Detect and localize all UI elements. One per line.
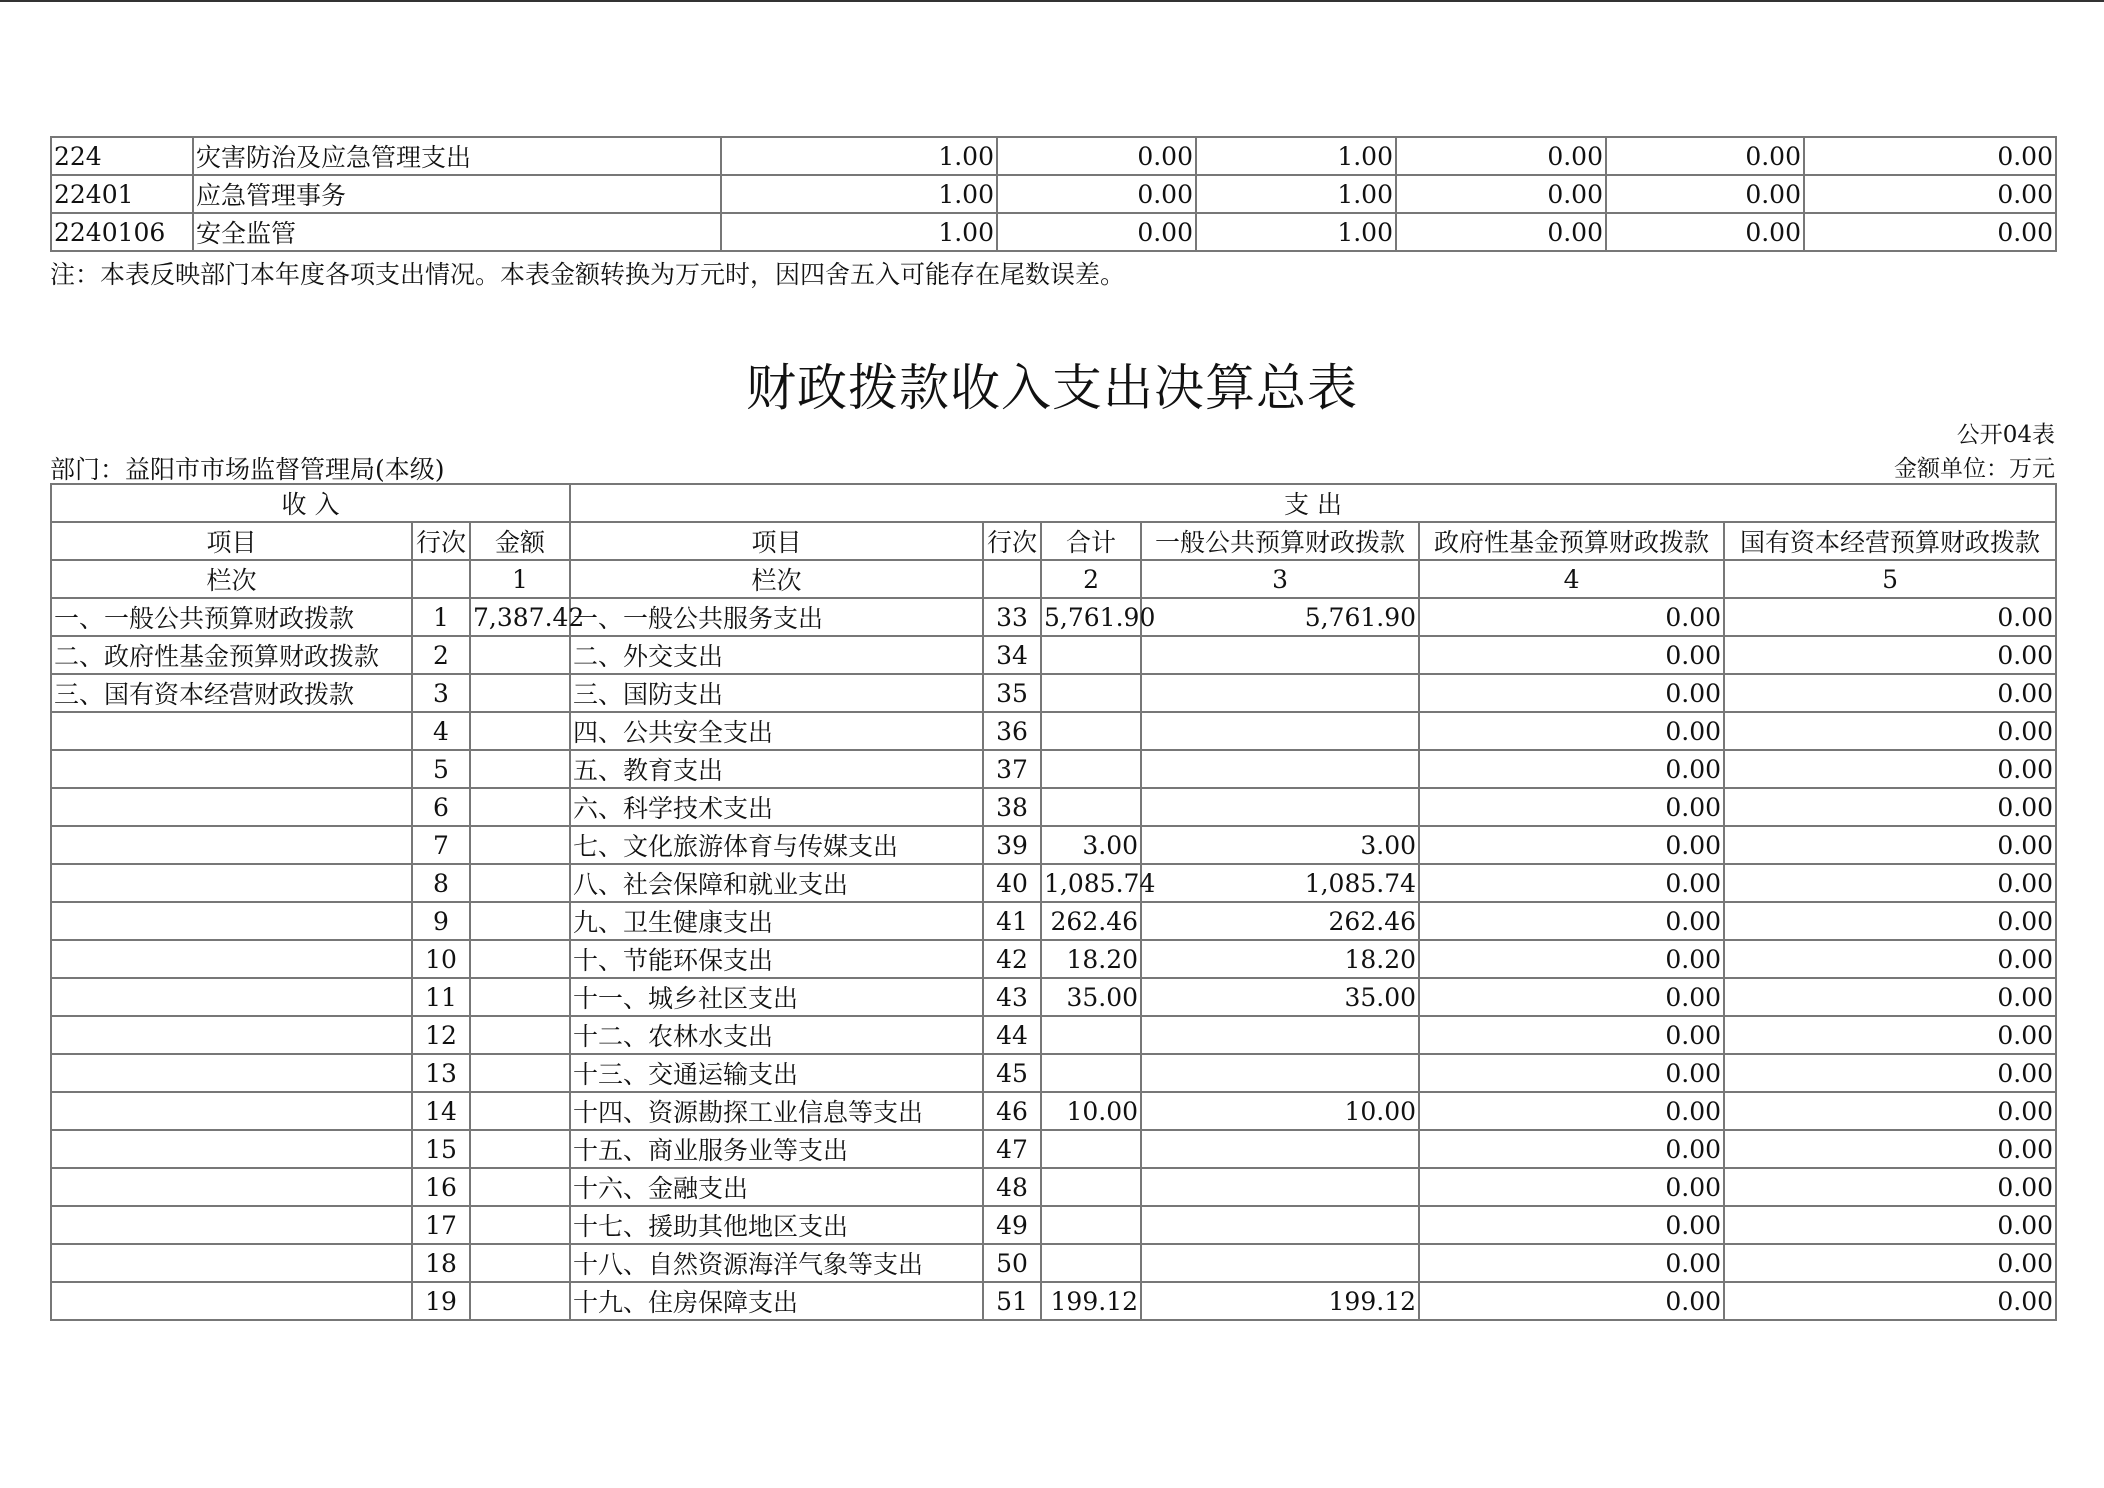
income-row-no: 12 [412,1016,470,1054]
table-row [51,1016,2056,1054]
income-row-no: 16 [412,1168,470,1206]
table-row [51,1168,2056,1206]
amount-cell: 0.00 [1804,175,2056,213]
expense-row-no: 41 [983,902,1041,940]
expense-item: 十五、商业服务业等支出 [570,1130,983,1168]
form-code: 公开04表 [1956,422,2055,448]
income-item [51,1016,412,1054]
income-item [51,1054,412,1092]
state-capital-amount: 0.00 [1724,978,2056,1016]
table-row [51,712,2056,750]
expense-item: 十、节能环保支出 [570,940,983,978]
col-number-5: 5 [1724,560,2056,598]
general-budget-amount: 5,761.90 [1141,598,1419,636]
fiscal-summary-table [50,483,2057,1321]
top-border-line [0,0,2104,2]
subject-name: 安全监管 [193,213,721,251]
table-row [51,213,2056,251]
expense-item: 四、公共安全支出 [570,712,983,750]
expense-row-no: 48 [983,1168,1041,1206]
expense-row-no: 45 [983,1054,1041,1092]
income-item [51,826,412,864]
income-item: 三、国有资本经营财政拨款 [51,674,412,712]
gov-fund-amount: 0.00 [1419,598,1724,636]
income-amount [470,864,570,902]
gov-fund-amount: 0.00 [1419,1016,1724,1054]
expense-row-no: 51 [983,1282,1041,1320]
expense-item: 一、一般公共服务支出 [570,598,983,636]
gov-fund-amount: 0.00 [1419,1206,1724,1244]
page-title: 财政拨款收入支出决算总表 [746,359,1358,417]
header-row-group [51,484,2056,522]
expense-col-blank [983,560,1041,598]
total-amount [1041,1244,1141,1282]
general-budget-amount: 1,085.74 [1141,864,1419,902]
general-budget-amount: 199.12 [1141,1282,1419,1320]
income-row-no: 17 [412,1206,470,1244]
expense-row-no: 46 [983,1092,1041,1130]
income-item [51,712,412,750]
expense-row-no: 37 [983,750,1041,788]
state-capital-amount: 0.00 [1724,1054,2056,1092]
income-amount [470,712,570,750]
amount-cell: 0.00 [1804,137,2056,175]
gov-fund-amount: 0.00 [1419,826,1724,864]
total-amount [1041,1206,1141,1244]
income-row-no: 10 [412,940,470,978]
expense-row-no: 38 [983,788,1041,826]
general-budget-amount: 18.20 [1141,940,1419,978]
general-budget-amount: 3.00 [1141,826,1419,864]
income-item [51,750,412,788]
table-row [51,750,2056,788]
previous-expense-table [50,136,2057,252]
table-row [51,1282,2056,1320]
expense-row-no: 40 [983,864,1041,902]
income-amount-header: 金额 [470,522,570,560]
total-amount: 5,761.90 [1041,598,1141,636]
general-budget-amount [1141,1244,1419,1282]
general-budget-amount [1141,1016,1419,1054]
table-row [51,674,2056,712]
expense-item: 八、社会保障和就业支出 [570,864,983,902]
amount-cell: 0.00 [997,213,1196,251]
total-amount: 3.00 [1041,826,1141,864]
gov-fund-amount: 0.00 [1419,674,1724,712]
table-row [51,902,2056,940]
table-row [51,137,2056,175]
gov-fund-amount: 0.00 [1419,1168,1724,1206]
table-row [51,1092,2056,1130]
expense-item: 十七、援助其他地区支出 [570,1206,983,1244]
col-number-2: 2 [1041,560,1141,598]
expense-item: 十九、住房保障支出 [570,1282,983,1320]
general-budget-amount: 262.46 [1141,902,1419,940]
state-capital-amount: 0.00 [1724,1168,2056,1206]
amount-cell: 1.00 [721,213,997,251]
income-item: 二、政府性基金预算财政拨款 [51,636,412,674]
gov-fund-amount: 0.00 [1419,864,1724,902]
table-row [51,978,2056,1016]
income-row-no: 4 [412,712,470,750]
general-budget-amount [1141,1168,1419,1206]
income-amount [470,674,570,712]
subject-code: 22401 [51,175,193,213]
header-row-columns [51,522,2056,560]
state-capital-amount: 0.00 [1724,826,2056,864]
income-amount [470,1054,570,1092]
table-row [51,1054,2056,1092]
col-number-4: 4 [1419,560,1724,598]
income-row-no: 13 [412,1054,470,1092]
col-number-3: 3 [1141,560,1419,598]
state-capital-amount: 0.00 [1724,1206,2056,1244]
gov-fund-header: 政府性基金预算财政拨款 [1419,522,1724,560]
income-amount [470,1244,570,1282]
gov-fund-amount: 0.00 [1419,902,1724,940]
expense-row-no: 39 [983,826,1041,864]
expense-item: 十三、交通运输支出 [570,1054,983,1092]
expense-item: 三、国防支出 [570,674,983,712]
expense-item: 二、外交支出 [570,636,983,674]
expense-item: 十六、金融支出 [570,1168,983,1206]
expense-item: 九、卫生健康支出 [570,902,983,940]
income-col-label: 栏次 [51,560,412,598]
income-amount [470,902,570,940]
state-capital-amount: 0.00 [1724,636,2056,674]
expense-row-no-header: 行次 [983,522,1041,560]
table-row [51,1244,2056,1282]
expense-item-header: 项目 [570,522,983,560]
gov-fund-amount: 0.00 [1419,788,1724,826]
income-item [51,1092,412,1130]
general-budget-amount [1141,1054,1419,1092]
income-item [51,1282,412,1320]
state-capital-amount: 0.00 [1724,712,2056,750]
total-amount [1041,1168,1141,1206]
expense-row-no: 49 [983,1206,1041,1244]
amount-unit-label: 金额单位：万元 [1894,456,2055,482]
state-capital-amount: 0.00 [1724,598,2056,636]
total-amount [1041,636,1141,674]
gov-fund-amount: 0.00 [1419,978,1724,1016]
amount-cell: 0.00 [1606,137,1804,175]
income-item [51,978,412,1016]
general-budget-amount: 10.00 [1141,1092,1419,1130]
expense-header: 支 出 [570,484,2056,522]
expense-item: 七、文化旅游体育与传媒支出 [570,826,983,864]
state-capital-amount: 0.00 [1724,1244,2056,1282]
state-capital-amount: 0.00 [1724,788,2056,826]
general-budget-amount [1141,750,1419,788]
state-capital-amount: 0.00 [1724,902,2056,940]
expense-row-no: 35 [983,674,1041,712]
income-item [51,788,412,826]
total-amount [1041,1054,1141,1092]
gov-fund-amount: 0.00 [1419,712,1724,750]
table-row [51,940,2056,978]
general-budget-header: 一般公共预算财政拨款 [1141,522,1419,560]
income-row-no: 8 [412,864,470,902]
total-header: 合计 [1041,522,1141,560]
subject-name: 灾害防治及应急管理支出 [193,137,721,175]
amount-cell: 0.00 [1396,213,1606,251]
state-capital-amount: 0.00 [1724,1092,2056,1130]
general-budget-amount [1141,712,1419,750]
expense-item: 十四、资源勘探工业信息等支出 [570,1092,983,1130]
table-row [51,788,2056,826]
subject-code: 224 [51,137,193,175]
income-item [51,864,412,902]
expense-row-no: 36 [983,712,1041,750]
expense-item: 十二、农林水支出 [570,1016,983,1054]
col-number-1: 1 [470,560,570,598]
expense-item: 六、科学技术支出 [570,788,983,826]
expense-row-no: 33 [983,598,1041,636]
table-row [51,826,2056,864]
income-row-no: 19 [412,1282,470,1320]
income-row-no: 1 [412,598,470,636]
state-capital-amount: 0.00 [1724,750,2056,788]
total-amount: 199.12 [1041,1282,1141,1320]
total-amount [1041,1130,1141,1168]
gov-fund-amount: 0.00 [1419,750,1724,788]
amount-cell: 0.00 [1396,137,1606,175]
gov-fund-amount: 0.00 [1419,940,1724,978]
income-row-no: 7 [412,826,470,864]
income-item: 一、一般公共预算财政拨款 [51,598,412,636]
total-amount: 10.00 [1041,1092,1141,1130]
expense-item: 十一、城乡社区支出 [570,978,983,1016]
expense-item: 五、教育支出 [570,750,983,788]
total-amount [1041,1016,1141,1054]
amount-cell: 1.00 [1196,175,1396,213]
gov-fund-amount: 0.00 [1419,636,1724,674]
total-amount [1041,712,1141,750]
table-row [51,636,2056,674]
income-item [51,940,412,978]
general-budget-amount [1141,674,1419,712]
subject-code: 2240106 [51,213,193,251]
amount-cell: 1.00 [1196,137,1396,175]
income-amount [470,1016,570,1054]
state-capital-amount: 0.00 [1724,1282,2056,1320]
income-item [51,1130,412,1168]
table-row [51,175,2056,213]
general-budget-amount [1141,1130,1419,1168]
amount-cell: 0.00 [1804,213,2056,251]
income-amount [470,1206,570,1244]
income-item [51,1206,412,1244]
income-item-header: 项目 [51,522,412,560]
income-row-no: 3 [412,674,470,712]
income-amount: 7,387.42 [470,598,570,636]
table-row [51,1206,2056,1244]
state-capital-amount: 0.00 [1724,1016,2056,1054]
income-amount [470,788,570,826]
general-budget-amount [1141,636,1419,674]
income-amount [470,826,570,864]
department-label: 部门：益阳市市场监督管理局(本级) [50,455,445,484]
income-amount [470,1130,570,1168]
state-capital-amount: 0.00 [1724,674,2056,712]
income-row-no: 18 [412,1244,470,1282]
income-amount [470,750,570,788]
total-amount: 35.00 [1041,978,1141,1016]
state-capital-header: 国有资本经营预算财政拨款 [1724,522,2056,560]
gov-fund-amount: 0.00 [1419,1054,1724,1092]
total-amount [1041,788,1141,826]
income-row-no: 6 [412,788,470,826]
expense-col-label: 栏次 [570,560,983,598]
income-row-no-header: 行次 [412,522,470,560]
header-row-column-numbers [51,560,2056,598]
general-budget-amount [1141,788,1419,826]
amount-cell: 0.00 [997,175,1196,213]
income-amount [470,636,570,674]
expense-row-no: 47 [983,1130,1041,1168]
table-note: 注：本表反映部门本年度各项支出情况。本表金额转换为万元时，因四舍五入可能存在尾数误差。 [50,260,1126,289]
total-amount: 1,085.74 [1041,864,1141,902]
expense-row-no: 43 [983,978,1041,1016]
income-amount [470,940,570,978]
amount-cell: 0.00 [1606,175,1804,213]
general-budget-amount [1141,1206,1419,1244]
gov-fund-amount: 0.00 [1419,1092,1724,1130]
income-amount [470,1282,570,1320]
income-amount [470,978,570,1016]
income-header: 收 入 [51,484,570,522]
expense-row-no: 34 [983,636,1041,674]
gov-fund-amount: 0.00 [1419,1244,1724,1282]
income-row-no: 9 [412,902,470,940]
income-amount [470,1092,570,1130]
total-amount [1041,674,1141,712]
expense-item: 十八、自然资源海洋气象等支出 [570,1244,983,1282]
income-row-no: 5 [412,750,470,788]
income-row-no: 2 [412,636,470,674]
income-row-no: 15 [412,1130,470,1168]
expense-row-no: 44 [983,1016,1041,1054]
total-amount: 18.20 [1041,940,1141,978]
income-row-no: 14 [412,1092,470,1130]
general-budget-amount: 35.00 [1141,978,1419,1016]
total-amount: 262.46 [1041,902,1141,940]
state-capital-amount: 0.00 [1724,864,2056,902]
amount-cell: 0.00 [1606,213,1804,251]
gov-fund-amount: 0.00 [1419,1130,1724,1168]
table-row [51,1130,2056,1168]
subject-name: 应急管理事务 [193,175,721,213]
total-amount [1041,750,1141,788]
gov-fund-amount: 0.00 [1419,1282,1724,1320]
amount-cell: 1.00 [721,137,997,175]
income-item [51,1244,412,1282]
expense-row-no: 42 [983,940,1041,978]
income-item [51,902,412,940]
state-capital-amount: 0.00 [1724,940,2056,978]
amount-cell: 1.00 [1196,213,1396,251]
state-capital-amount: 0.00 [1724,1130,2056,1168]
income-row-no: 11 [412,978,470,1016]
expense-row-no: 50 [983,1244,1041,1282]
amount-cell: 1.00 [721,175,997,213]
amount-cell: 0.00 [997,137,1196,175]
income-col-blank [412,560,470,598]
table-row [51,598,2056,636]
income-item [51,1168,412,1206]
amount-cell: 0.00 [1396,175,1606,213]
income-amount [470,1168,570,1206]
table-row [51,864,2056,902]
